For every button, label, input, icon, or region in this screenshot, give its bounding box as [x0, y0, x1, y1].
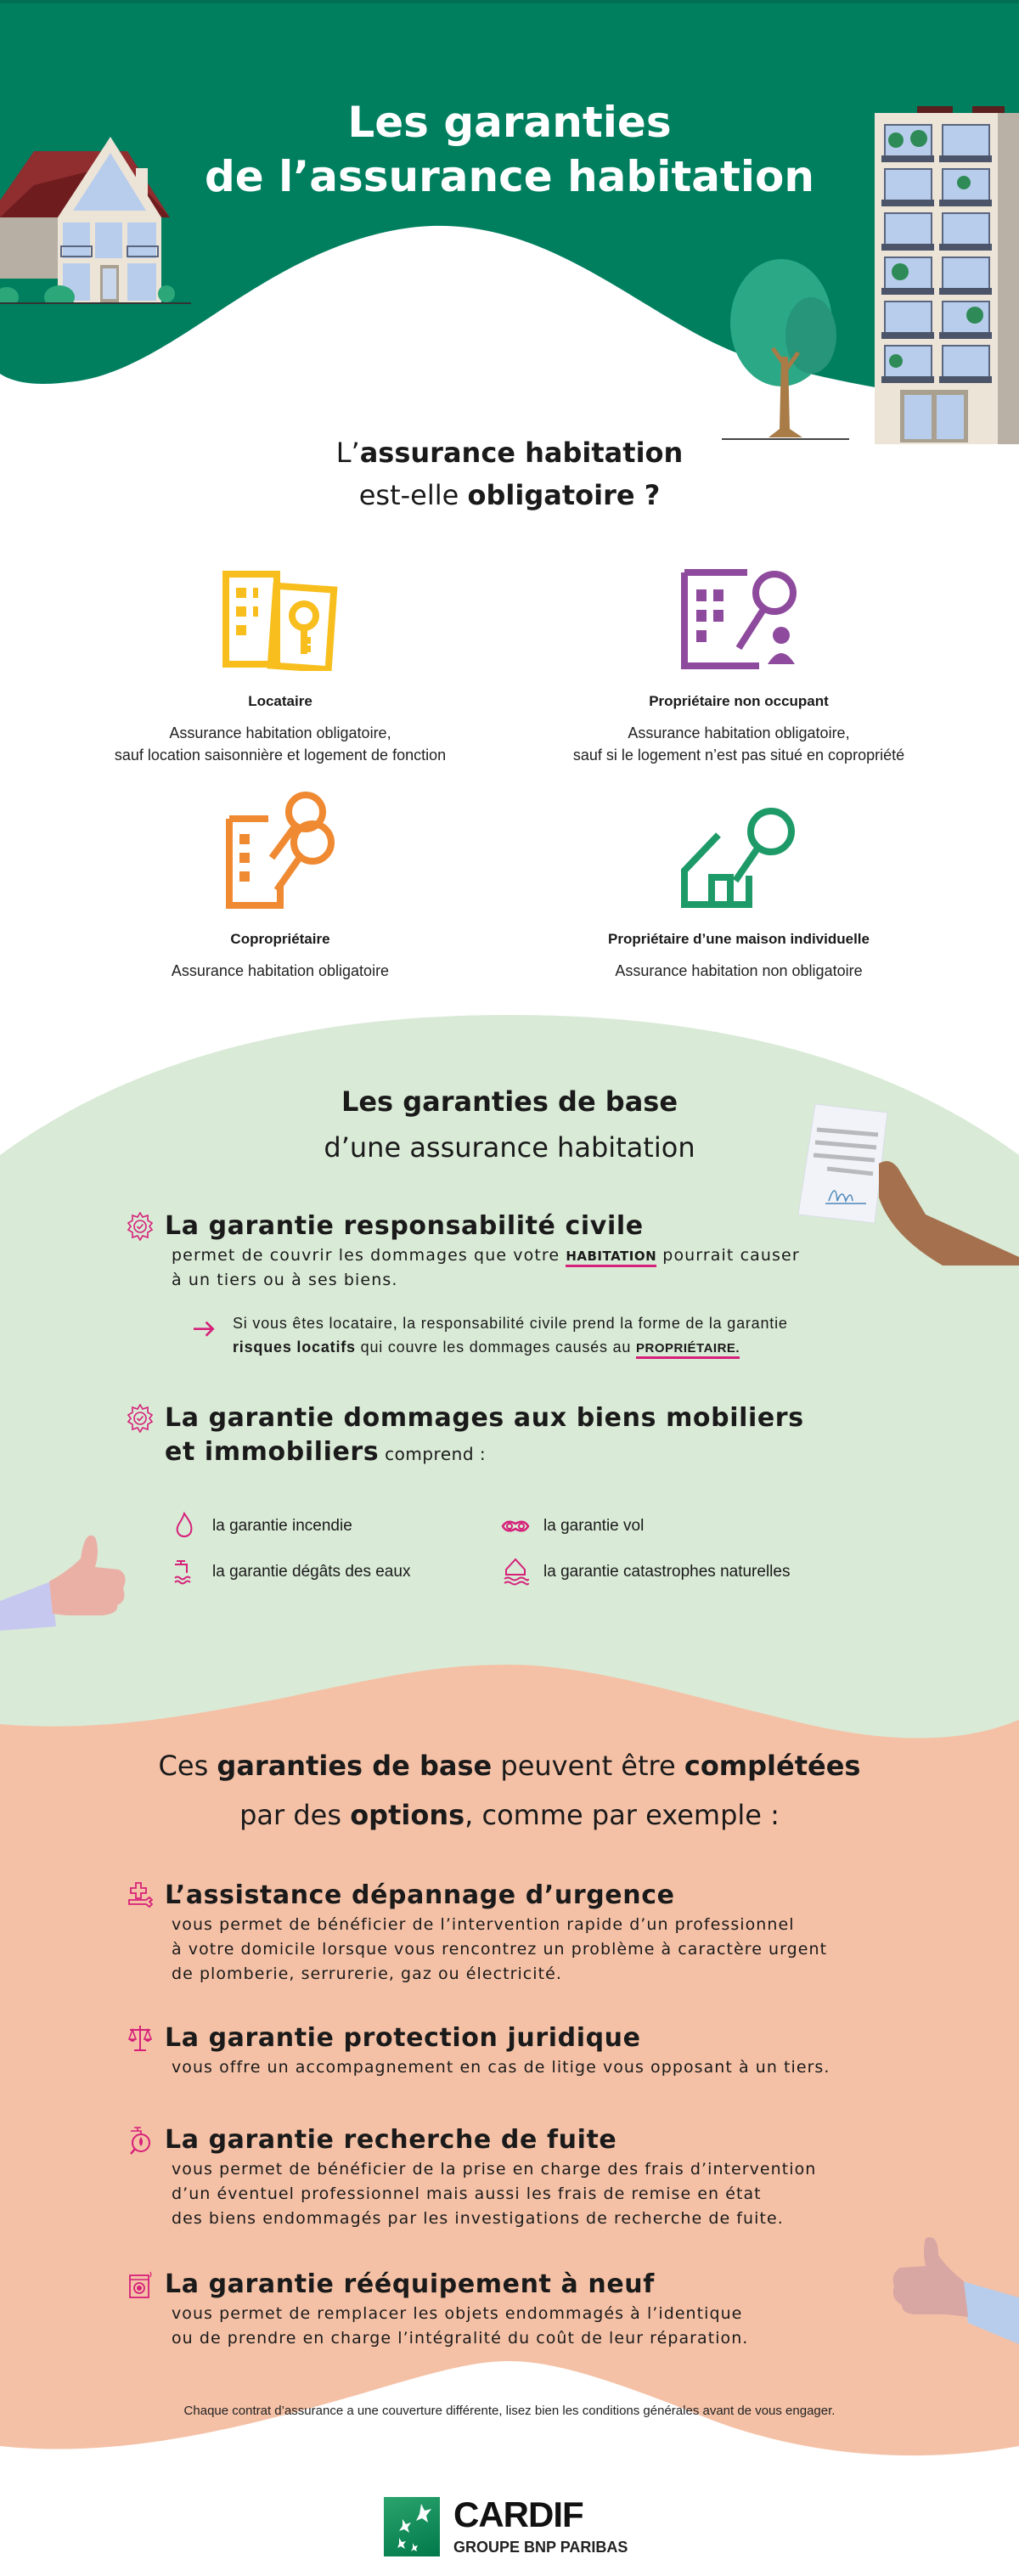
desc-line: Assurance habitation obligatoire, — [628, 724, 850, 741]
cross-wrench-icon — [127, 1881, 153, 1910]
title-part-bold: complétées — [684, 1750, 861, 1782]
card-proprietaire-non-occupant — [510, 552, 968, 766]
sub-item-label: la garantie incendie — [212, 1517, 352, 1535]
hero-title-line1: Les garanties — [347, 98, 672, 147]
water-tap-icon — [170, 1558, 199, 1587]
option-text — [172, 2157, 892, 2231]
guarantee-text — [172, 1243, 892, 1292]
option-line: vous permet de remplacer les objets endommagés à l’identique — [172, 2304, 743, 2323]
sub-item-catastrophes — [501, 1558, 900, 1587]
option-text — [172, 2055, 892, 2080]
badge-check-icon — [127, 1404, 153, 1433]
title-part: L’ — [335, 437, 360, 469]
option-line: vous permet de bénéficier de la prise en charge des frais d’intervention — [172, 2160, 817, 2179]
building-key-person-icon — [679, 567, 798, 671]
badge-check-icon — [127, 1212, 153, 1241]
building-key-icon — [221, 569, 340, 671]
thumbs-up-right-illustration — [866, 2217, 1019, 2353]
option-line: d’un éventuel professionnel mais aussi les frais de remise en état — [172, 2184, 762, 2203]
title-part: et immobiliers — [165, 1437, 380, 1467]
logo-name: CARDIF — [453, 2494, 583, 2534]
guarantee-responsabilite-civile — [127, 1209, 892, 1292]
option-recherche-fuite — [127, 2123, 892, 2231]
card-proprietaire-maison — [510, 790, 968, 982]
disclaimer: Chaque contrat d’assurance a une couverture différente, lisez bien les conditions générales avant de vous engager. — [183, 2404, 836, 2418]
card-name: Copropriétaire — [230, 931, 330, 947]
house-illustration — [0, 109, 195, 304]
obligatoire-grid — [51, 552, 968, 982]
card-desc — [510, 960, 968, 982]
card-locataire — [51, 552, 510, 766]
option-line: des biens endommagés par les investigations de recherche de fuite. — [172, 2209, 784, 2228]
option-protection-juridique — [127, 2021, 892, 2080]
mask-icon — [501, 1512, 530, 1541]
option-line: vous offre un accompagnement en cas de litige vous opposant à un tiers. — [172, 2058, 830, 2077]
highlight-habitation: HABITATION — [566, 1249, 656, 1267]
desc-line: Assurance habitation obligatoire — [171, 962, 390, 979]
note-bold: risques locatifs — [233, 1339, 356, 1356]
option-assistance-depannage — [127, 1879, 892, 1987]
option-reequipement-neuf — [127, 2268, 892, 2351]
guarantee-title: La garantie dommages aux biens mobiliers — [165, 1403, 804, 1433]
sub-item-incendie — [170, 1512, 501, 1541]
base-title-light: d’une assurance habitation — [324, 1131, 695, 1164]
guarantee-dommages — [127, 1401, 892, 1471]
option-line: ou de prendre en charge l’intégralité du coût de leur réparation. — [172, 2329, 749, 2348]
sub-item-label: la garantie vol — [543, 1517, 645, 1535]
desc-line: sauf si le logement n’est pas situé en copropriété — [572, 747, 905, 764]
title-part: peuvent être — [492, 1750, 684, 1782]
title-part: par des — [239, 1799, 351, 1831]
note-part: qui couvre les dommages causés au — [355, 1339, 637, 1356]
text-part: permet de couvrir les dommages que votre — [172, 1246, 566, 1265]
thumbs-up-left-illustration — [0, 1520, 136, 1631]
logo-subtitle: GROUPE BNP PARIBAS — [453, 2539, 628, 2556]
base-title-bold: Les garanties de base — [341, 1085, 678, 1118]
title-part-light: comprend : — [379, 1444, 487, 1464]
desc-line: sauf location saisonnière et logement de fonction — [114, 747, 447, 764]
sub-item-label: la garantie catastrophes naturelles — [543, 1563, 791, 1581]
option-line: de plomberie, serrurerie, gaz ou électricité. — [172, 1964, 562, 1983]
sub-item-vol — [501, 1512, 900, 1541]
card-name: Propriétaire d’une maison individuelle — [608, 931, 870, 947]
card-desc — [51, 960, 510, 982]
guarantee-title-line2 — [165, 1435, 892, 1471]
title-part-bold: obligatoire ? — [467, 479, 661, 511]
note-line: Si vous êtes locataire, la responsabilité civile prend la forme de la garantie — [233, 1315, 788, 1332]
desc-line: Assurance habitation obligatoire, — [169, 724, 391, 741]
title-part: Ces — [158, 1750, 217, 1782]
building-keys-icon — [221, 790, 340, 909]
sub-item-degats-eaux — [170, 1558, 501, 1587]
text-part: pourrait causer — [656, 1246, 800, 1265]
option-text — [172, 1913, 892, 1987]
dommages-sub-list — [170, 1512, 900, 1587]
title-part-bold: garanties de base — [217, 1750, 493, 1782]
bnp-stars-icon — [384, 2497, 440, 2556]
option-line: vous permet de bénéficier de l’intervention rapide d’un professionnel — [172, 1915, 795, 1934]
title-part: , comme par exemple : — [464, 1799, 780, 1831]
note-text — [233, 1311, 788, 1361]
cardif-logo[interactable] — [384, 2494, 628, 2556]
card-name: Propriétaire non occupant — [649, 693, 829, 709]
leak-search-icon — [127, 2126, 153, 2155]
flame-icon — [170, 1512, 199, 1541]
card-desc — [510, 722, 968, 766]
card-coproprietaire — [51, 790, 510, 982]
obligatoire-title — [0, 431, 1019, 516]
card-desc — [51, 722, 510, 766]
option-title: La garantie protection juridique — [165, 2023, 641, 2053]
text-part: à un tiers ou à ses biens. — [172, 1271, 398, 1289]
title-part-bold: assurance habitation — [359, 437, 684, 469]
title-part-bold: options — [350, 1799, 465, 1831]
washing-machine-icon — [127, 2270, 153, 2299]
guarantee-title: La garantie responsabilité civile — [165, 1211, 644, 1241]
hero-title-line2: de l’assurance habitation — [205, 152, 814, 201]
card-name: Locataire — [248, 693, 312, 709]
house-key-icon — [679, 803, 798, 909]
option-text — [172, 2302, 892, 2351]
locataire-note — [187, 1311, 917, 1361]
option-title: La garantie rééquipement à neuf — [165, 2269, 655, 2299]
title-part: est-elle — [358, 479, 468, 511]
tree-illustration — [722, 255, 849, 442]
option-title: L’assistance dépannage d’urgence — [165, 1880, 675, 1910]
options-title — [0, 1741, 1019, 1840]
option-title: La garantie recherche de fuite — [165, 2125, 617, 2155]
option-line: à votre domicile lorsque vous rencontrez un problème à caractère urgent — [172, 1940, 828, 1959]
arrow-right-icon — [187, 1311, 221, 1337]
highlight-proprietaire: PROPRIÉTAIRE. — [636, 1341, 740, 1359]
apartment-building-illustration — [875, 106, 1019, 446]
desc-line: Assurance habitation non obligatoire — [615, 962, 863, 979]
house-flood-icon — [501, 1558, 530, 1587]
scales-icon — [127, 2024, 153, 2053]
sub-item-label: la garantie dégâts des eaux — [212, 1563, 411, 1581]
